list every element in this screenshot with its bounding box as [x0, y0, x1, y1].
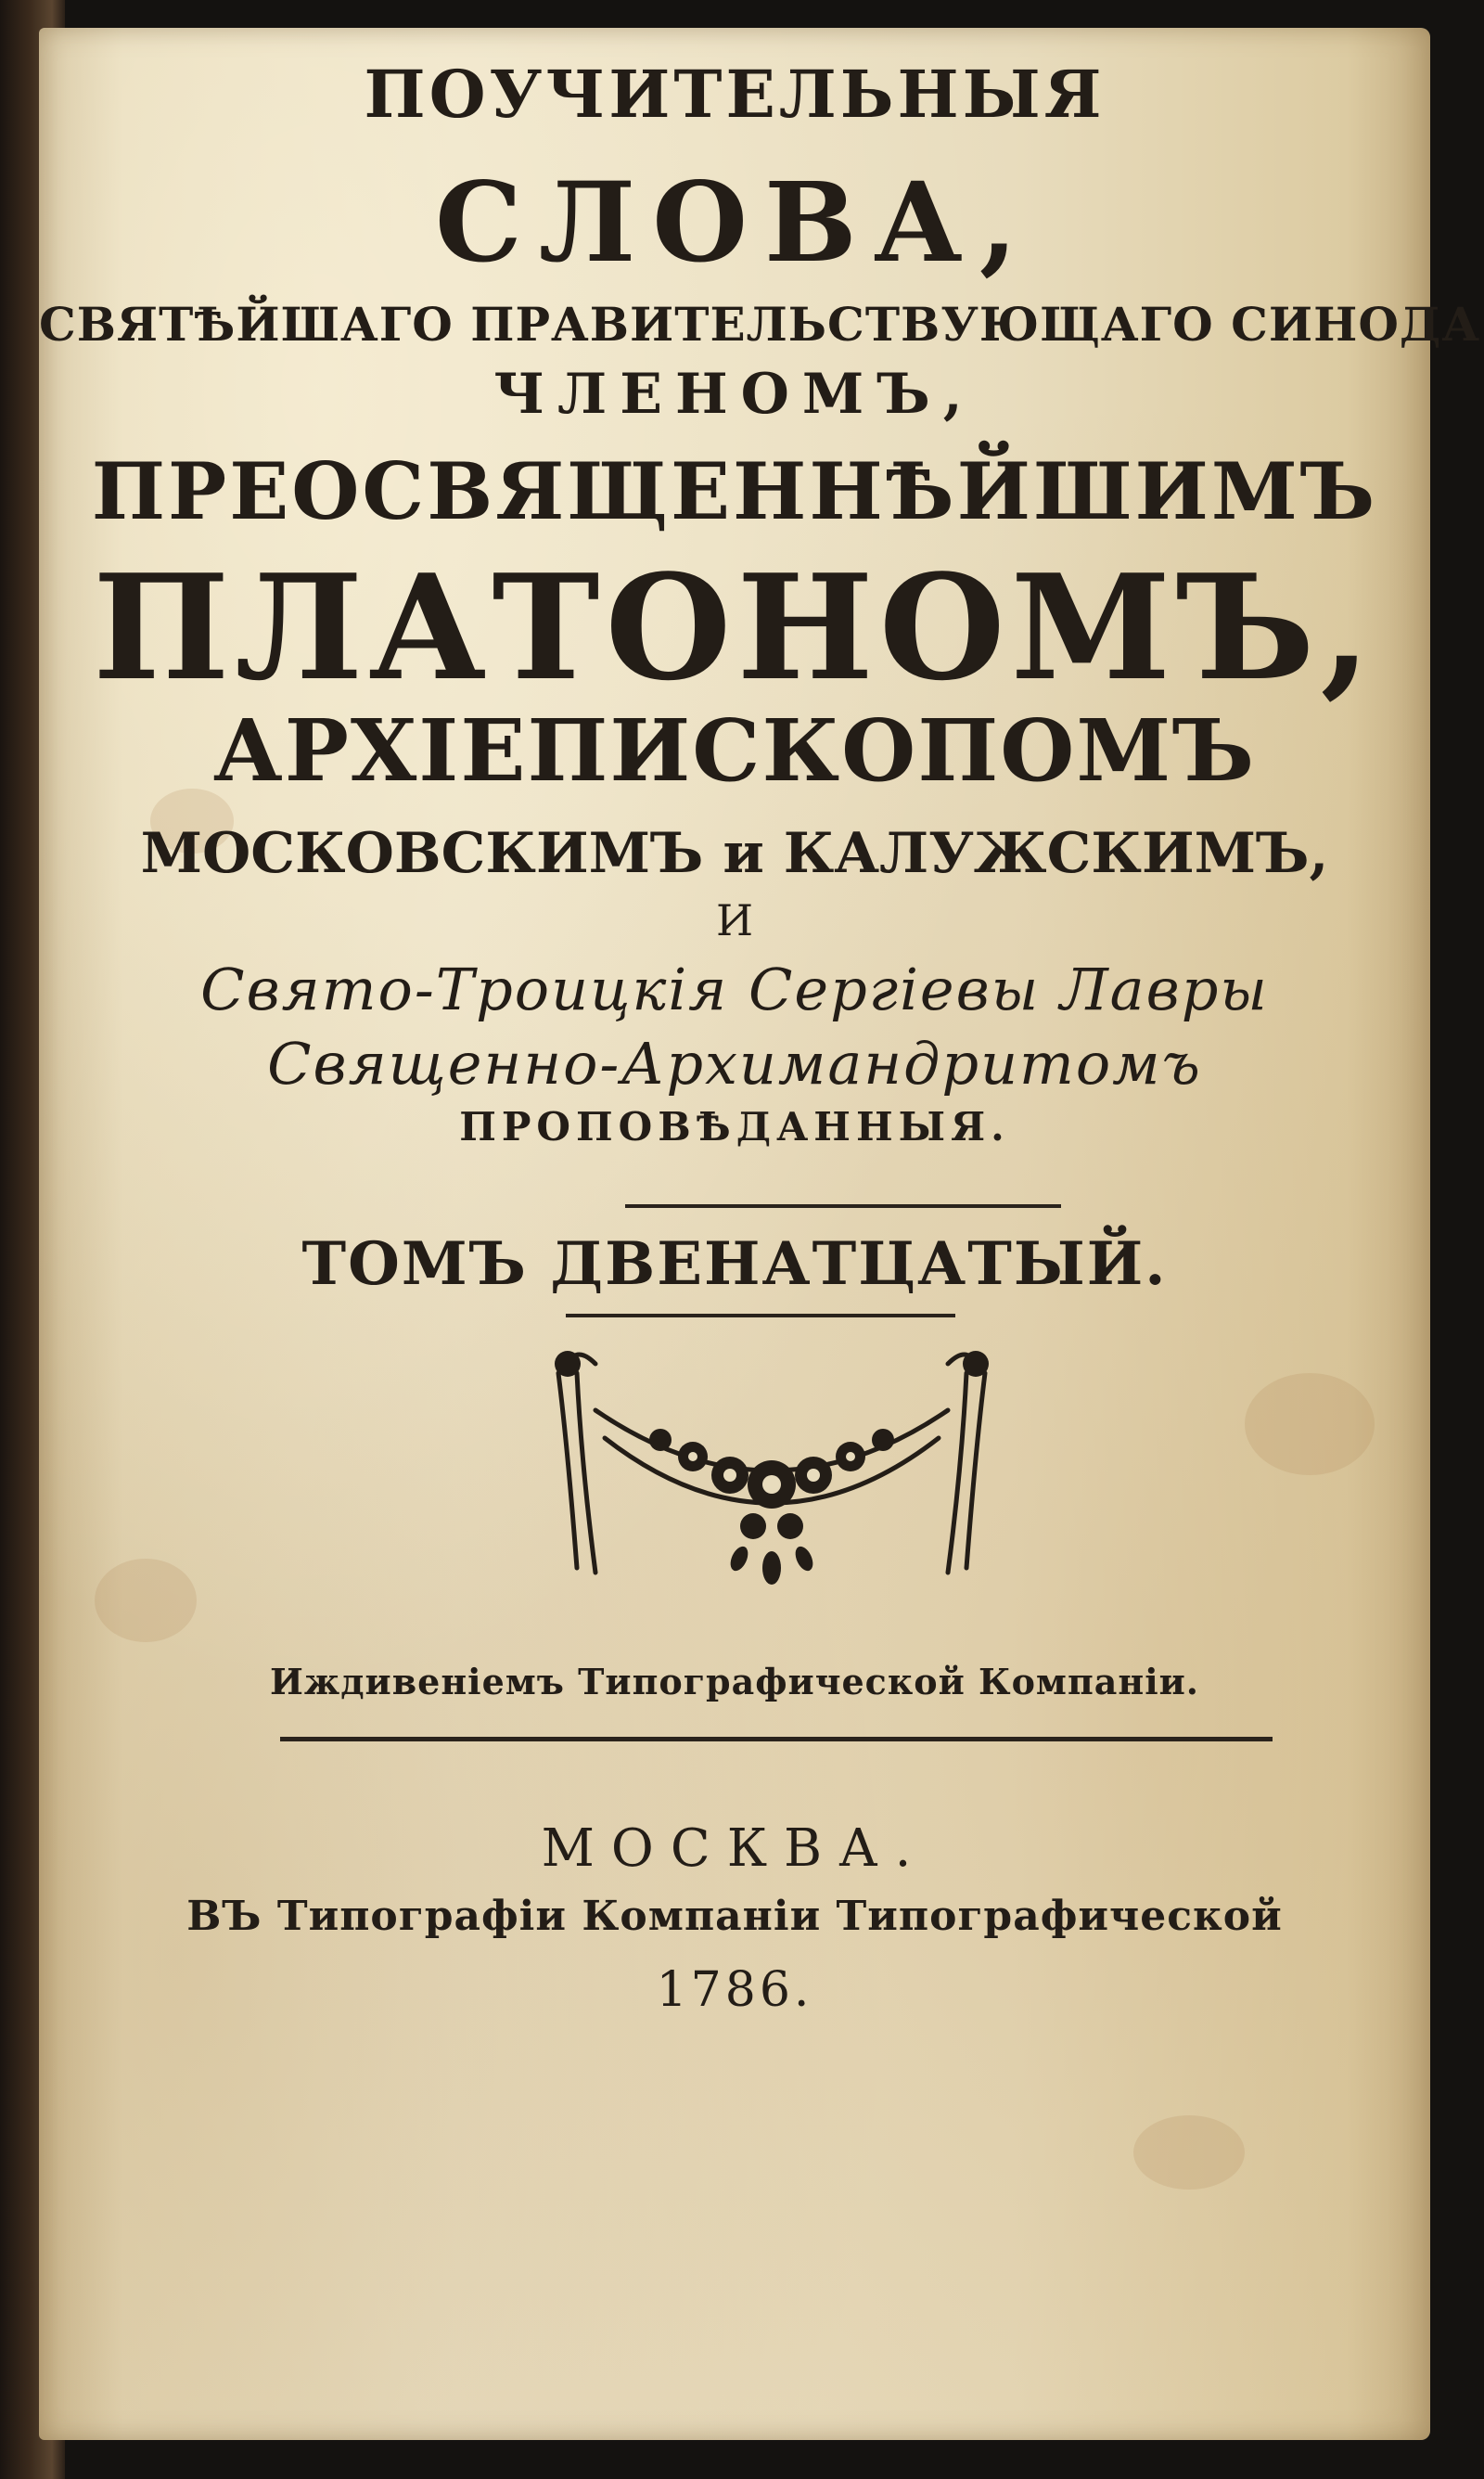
floral-garland-icon [540, 1336, 1004, 1624]
title-line-5: ПРЕОСВЯЩЕННѢЙШИМЪ [91, 445, 1378, 537]
title-line-8: МОСКОВСКИМЪ и КАЛУЖСКИМЪ, [140, 821, 1329, 886]
divider-rule [625, 1204, 1061, 1208]
title-line-7: АРХІЕПИСКОПОМЪ [212, 700, 1257, 801]
imprint-printer: ВЪ Типографіи Компаніи Типографической [186, 1893, 1283, 1940]
foxing-spot [95, 1559, 197, 1642]
title-line-12: ПРОПОВѢДАННЫЯ. [459, 1104, 1010, 1150]
title-line-10: Свято-Троицкія Сергіевы Лавры [200, 956, 1269, 1023]
title-line-2: СЛОВА, [435, 158, 1034, 287]
divider-rule [280, 1737, 1273, 1741]
title-line-3: СВЯТѢЙШАГО ПРАВИТЕЛЬСТВУЮЩАГО СИНОДА [39, 297, 1481, 352]
imprint-year: 1786. [656, 1962, 813, 2018]
title-page [39, 28, 1481, 2440]
divider-rule [566, 1314, 955, 1317]
volume-label: ТОМЪ ДВЕНАТЦАТЫЙ. [301, 1229, 1168, 1299]
imprint-city: МОСКВА. [541, 1818, 928, 1879]
foxing-spot [1245, 1373, 1375, 1475]
title-line-4: ЧЛЕНОМЪ, [493, 362, 976, 427]
title-line-1: ПОУЧИТЕЛЬНЫЯ [364, 56, 1106, 133]
author-name: ПЛАТОНОМЪ, [93, 543, 1376, 713]
title-line-9: И [715, 895, 754, 945]
title-line-11: Священно-Архимандритомъ [267, 1030, 1202, 1098]
funding-note: Иждивеніемъ Типографической Компаніи. [269, 1661, 1200, 1702]
foxing-spot [1133, 2115, 1245, 2190]
